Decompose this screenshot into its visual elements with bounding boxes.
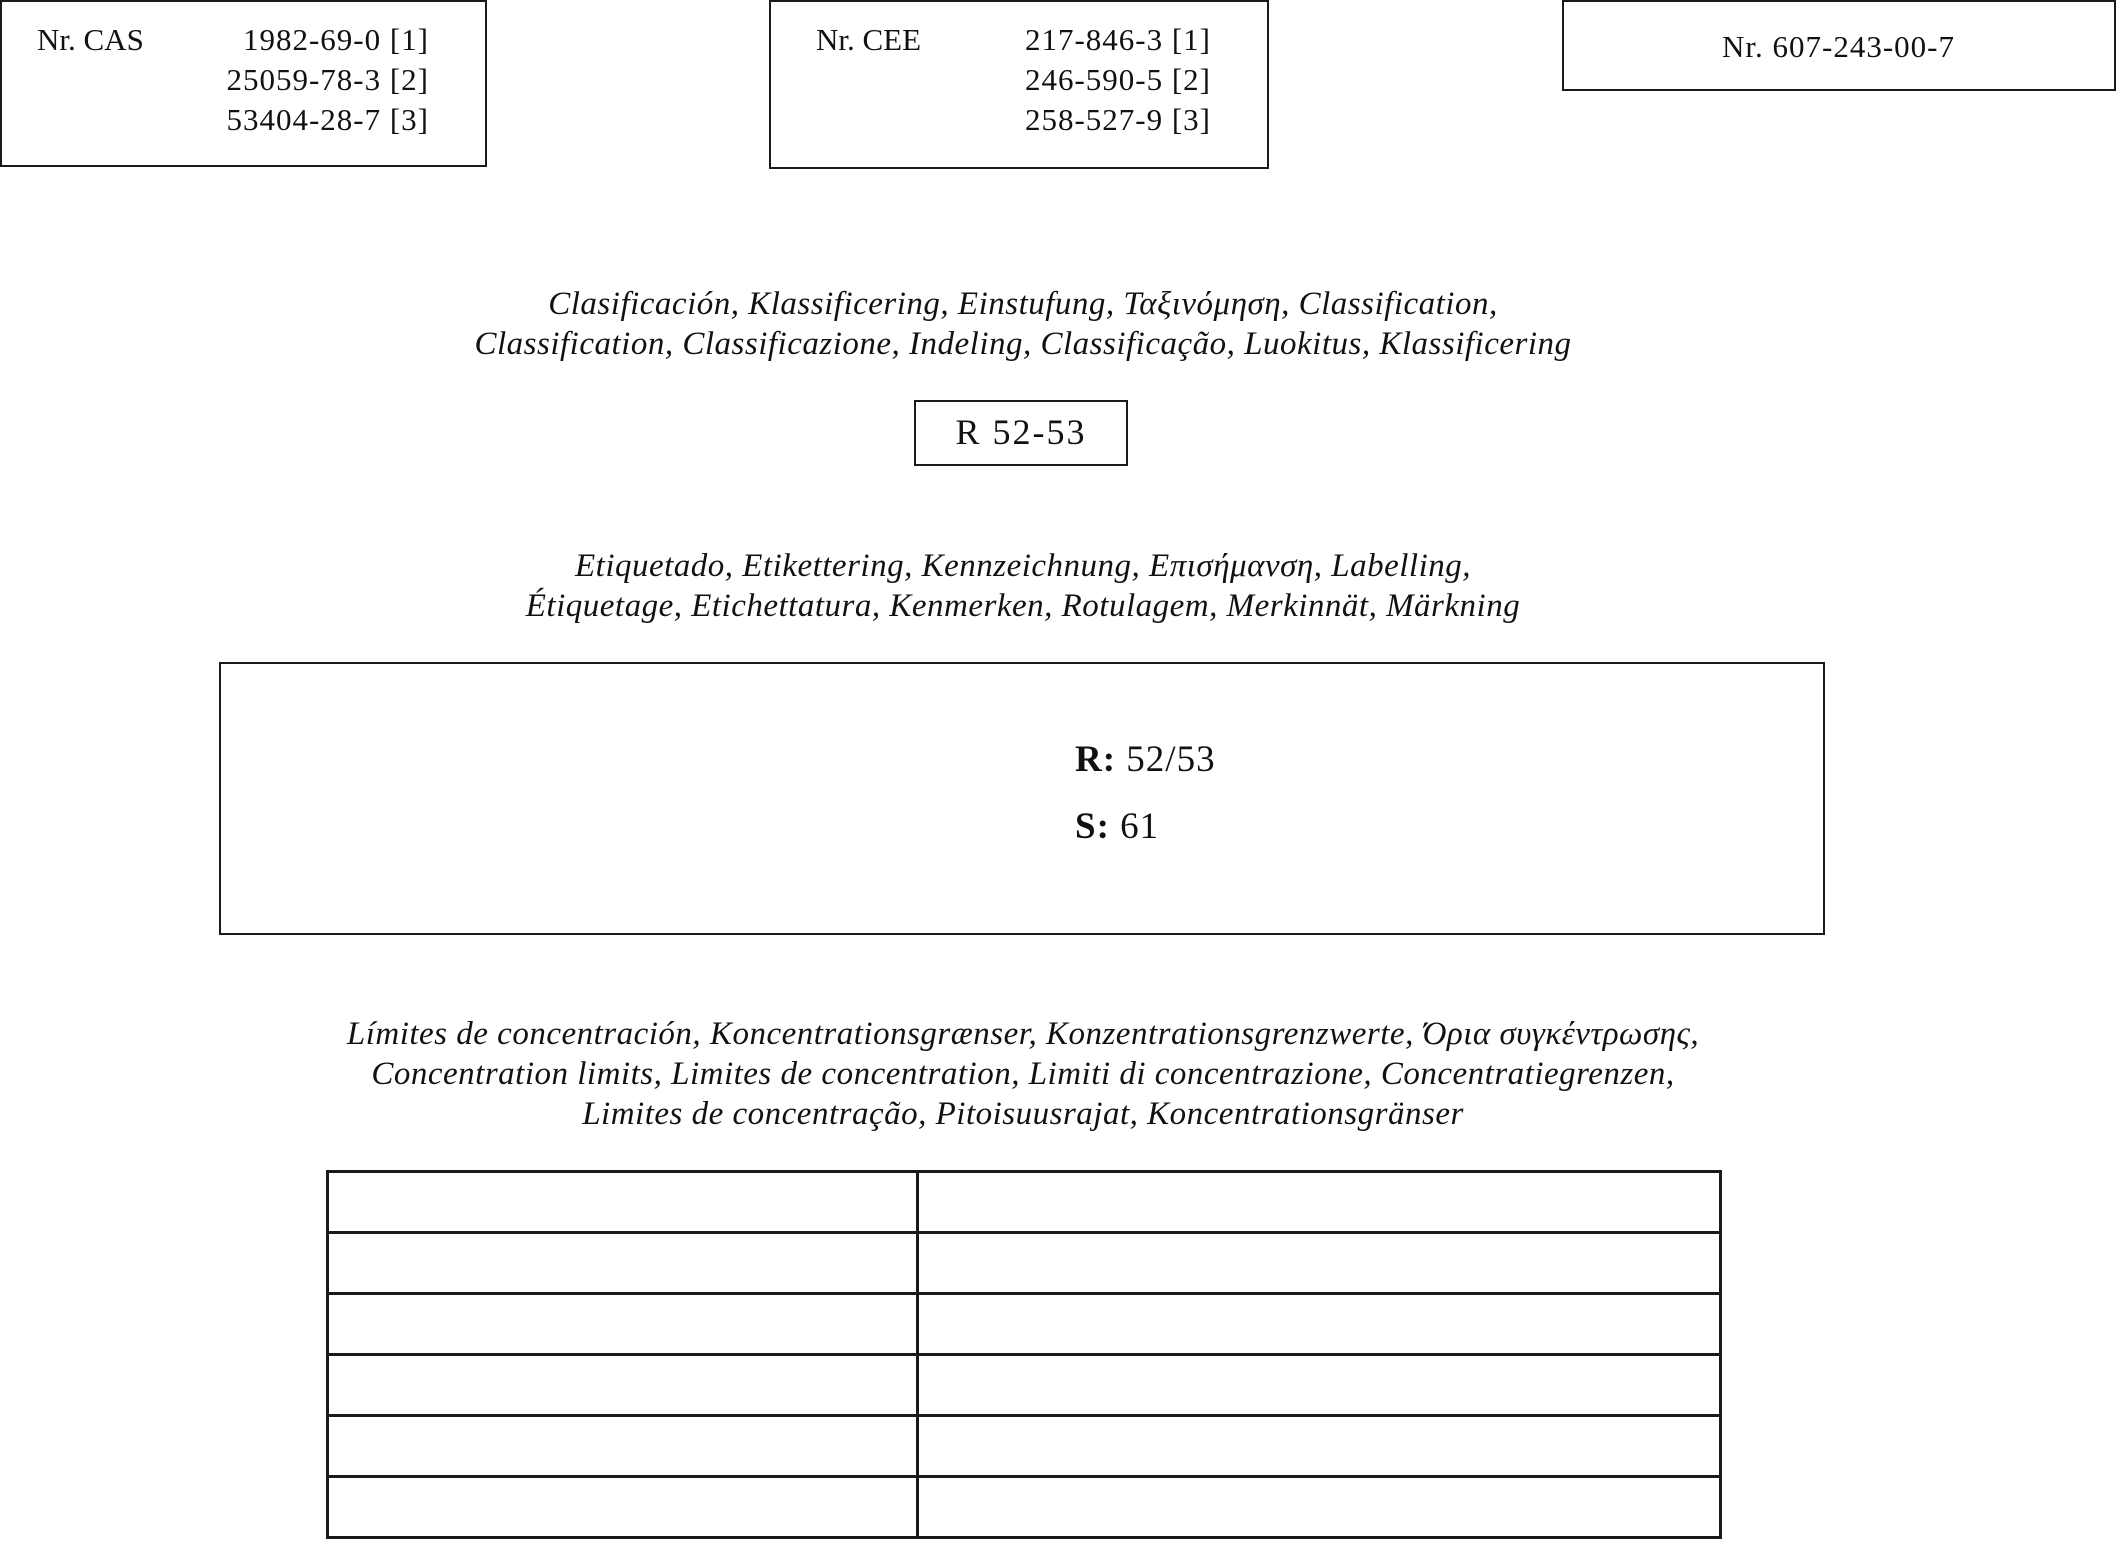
classification-heading-line-1: Clasificación, Klassificering, Einstufung, Ταξινόμηση, Classification, — [548, 286, 1498, 322]
table-cell — [918, 1416, 1721, 1477]
labelling-heading-line-1: Etiquetado, Etikettering, Kennzeichnung, Επισήμανση, Labelling, — [575, 548, 1471, 584]
classification-heading — [0, 284, 2046, 364]
cee-number-list — [1025, 20, 1211, 140]
table-row — [328, 1477, 1721, 1538]
table-cell — [918, 1233, 1721, 1294]
labelling-box — [219, 662, 1825, 935]
index-number-box — [1562, 0, 2116, 91]
cas-number-1: 1982-69-0 [1] — [242, 22, 429, 57]
table-cell — [328, 1233, 918, 1294]
concentration-heading — [0, 1014, 2046, 1134]
table-cell — [328, 1416, 918, 1477]
classification-code: R 52-53 — [914, 400, 1128, 466]
index-number: Nr. 607-243-00-7 — [1722, 29, 1955, 64]
cas-number-box — [0, 0, 487, 167]
cee-number-1: 217-846-3 [1] — [1024, 22, 1211, 57]
labelling-heading-line-2: Étiquetage, Etichettatura, Kenmerken, Rotulagem, Merkinnät, Märkning — [525, 588, 1521, 624]
cas-number-3: 53404-28-7 [3] — [226, 102, 429, 137]
table-cell — [918, 1355, 1721, 1416]
table-row — [328, 1233, 1721, 1294]
table-cell — [328, 1294, 918, 1355]
risk-phrase-key: R: — [1075, 739, 1117, 780]
table-cell — [328, 1172, 918, 1233]
table-row — [328, 1355, 1721, 1416]
safety-phrase-value: 61 — [1120, 806, 1160, 847]
table-row — [328, 1294, 1721, 1355]
cas-label: Nr. CAS — [37, 22, 144, 57]
cee-number-box — [769, 0, 1269, 169]
risk-phrase-line — [1075, 738, 1216, 781]
table-row — [328, 1172, 1721, 1233]
labelling-heading — [0, 546, 2046, 626]
table-cell — [328, 1477, 918, 1538]
safety-phrase-key: S: — [1075, 806, 1110, 847]
concentration-heading-line-1: Límites de concentración, Koncentrationsgrænser, Konzentrationsgrenzwerte, Όρια συγκέντρωσης, — [346, 1016, 1700, 1052]
table-row — [328, 1416, 1721, 1477]
classification-heading-line-2: Classification, Classificazione, Indeling, Classificação, Luokitus, Klassificering — [474, 326, 1572, 362]
cas-number-2: 25059-78-3 [2] — [226, 62, 429, 97]
table-cell — [918, 1172, 1721, 1233]
risk-phrase-value: 52/53 — [1126, 739, 1216, 780]
concentration-heading-line-2: Concentration limits, Limites de concentration, Limiti di concentrazione, Concentratiegrenzen, — [371, 1056, 1675, 1092]
cee-number-3: 258-527-9 [3] — [1024, 102, 1211, 137]
safety-phrase-line — [1075, 805, 1159, 848]
cee-label: Nr. CEE — [816, 22, 922, 57]
concentration-table — [326, 1170, 1722, 1539]
table-cell — [918, 1477, 1721, 1538]
concentration-heading-line-3: Limites de concentração, Pitoisuusrajat, Koncentrationsgränser — [582, 1096, 1464, 1132]
cee-number-2: 246-590-5 [2] — [1024, 62, 1211, 97]
cas-number-list — [226, 20, 429, 140]
table-cell — [328, 1355, 918, 1416]
table-cell — [918, 1294, 1721, 1355]
